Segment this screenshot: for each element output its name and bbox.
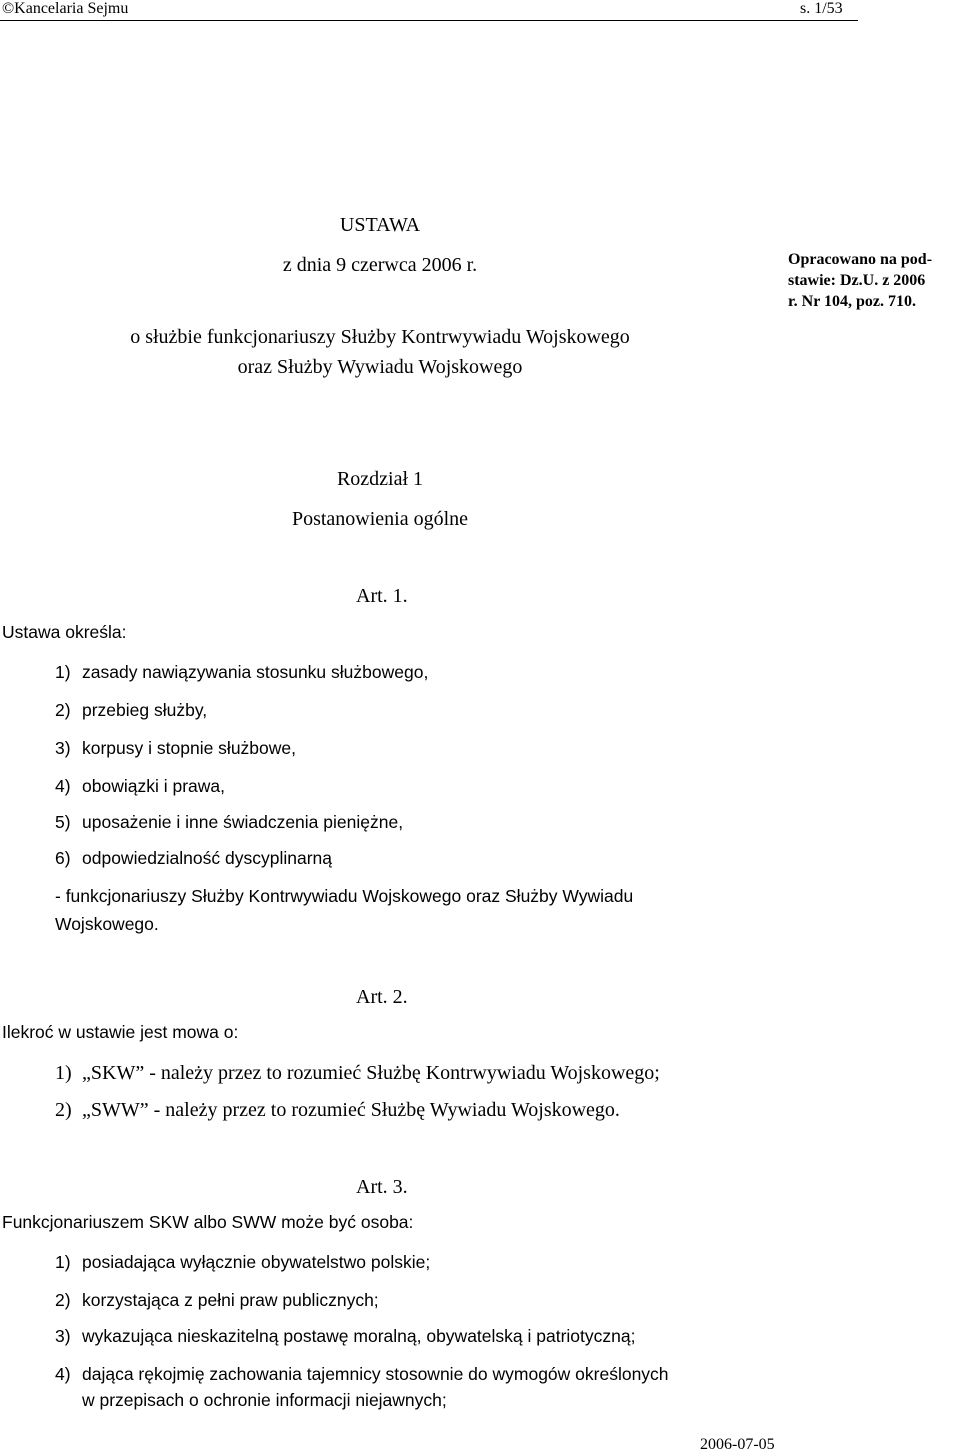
footer-date: 2006-07-05 <box>700 1436 775 1453</box>
art3-intro: Funkcjonariuszem SKW albo SWW może być osoba: <box>2 1212 414 1232</box>
art3-item-continuation: w przepisach o ochronie informacji niejawnych; <box>82 1390 447 1410</box>
item-text: przebieg służby, <box>82 700 208 720</box>
art1-item <box>55 700 207 721</box>
item-number: 1) <box>55 662 71 682</box>
item-number: 3) <box>55 738 71 758</box>
item-text: zasady nawiązywania stosunku służbowego, <box>82 662 429 682</box>
art2-item <box>55 1099 620 1122</box>
item-number: 1) <box>55 1252 71 1272</box>
item-number: 5) <box>55 812 71 832</box>
chapter-label: Rozdział 1 <box>336 468 424 490</box>
item-number: 4) <box>55 776 71 796</box>
chapter-title: Postanowienia ogólne <box>291 508 469 530</box>
art1-item <box>55 738 296 759</box>
header-divider <box>0 20 858 21</box>
item-number: 2) <box>55 1099 72 1121</box>
source-note-line: stawie: Dz.U. z 2006 <box>788 272 926 289</box>
art1-closing-line2: Wojskowego. <box>55 914 159 934</box>
art1-item <box>55 662 428 683</box>
source-note-line: Opracowano na pod- <box>788 251 933 268</box>
source-note-line: r. Nr 104, poz. 710. <box>788 293 916 310</box>
item-number: 3) <box>55 1326 71 1346</box>
act-type: USTAWA <box>339 214 421 236</box>
act-subject-line1: o służbie funkcjonariuszy Służby Kontrwywiadu Wojskowego <box>130 326 630 348</box>
item-text: obowiązki i prawa, <box>82 776 225 796</box>
art3-item <box>55 1290 379 1311</box>
item-text: wykazująca nieskazitelną postawę moralną, obywatelską i patriotyczną; <box>82 1326 636 1346</box>
art1-item <box>55 776 225 797</box>
art3-item <box>55 1252 430 1273</box>
art1-item <box>55 812 403 833</box>
item-text: korzystająca z pełni praw publicznych; <box>82 1290 379 1310</box>
page-number: s. 1/53 <box>800 0 843 17</box>
header-source: ©Kancelaria Sejmu <box>2 0 129 17</box>
art3-item <box>55 1326 635 1347</box>
act-subject-line2: oraz Służby Wywiadu Wojskowego <box>237 356 523 378</box>
art3-heading: Art. 3. <box>356 1176 408 1198</box>
item-text: korpusy i stopnie służbowe, <box>82 738 296 758</box>
act-date: z dnia 9 czerwca 2006 r. <box>282 254 478 276</box>
item-number: 2) <box>55 1290 71 1310</box>
item-number: 4) <box>55 1364 71 1384</box>
art2-heading: Art. 2. <box>356 986 408 1008</box>
item-number: 6) <box>55 848 71 868</box>
source-note <box>788 249 960 312</box>
item-text: dająca rękojmię zachowania tajemnicy stosownie do wymogów określonych <box>82 1364 669 1384</box>
art1-item <box>55 848 332 869</box>
art3-item <box>55 1364 669 1385</box>
item-number: 1) <box>55 1062 72 1084</box>
item-number: 2) <box>55 700 71 720</box>
art1-closing-line1: - funkcjonariuszy Służby Kontrwywiadu Wojskowego oraz Służby Wywiadu <box>55 886 634 906</box>
item-text: odpowiedzialność dyscyplinarną <box>82 848 333 868</box>
art1-heading: Art. 1. <box>356 585 408 607</box>
item-text: uposażenie i inne świadczenia pieniężne, <box>82 812 404 832</box>
item-text: „SKW” - należy przez to rozumieć Służbę Kontrwywiadu Wojskowego; <box>82 1062 660 1084</box>
art2-item <box>55 1062 660 1085</box>
item-text: „SWW” - należy przez to rozumieć Służbę Wywiadu Wojskowego. <box>82 1099 620 1121</box>
art2-intro: Ilekroć w ustawie jest mowa o: <box>2 1022 239 1042</box>
art1-intro: Ustawa określa: <box>2 622 127 642</box>
item-text: posiadająca wyłącznie obywatelstwo polskie; <box>82 1252 431 1272</box>
